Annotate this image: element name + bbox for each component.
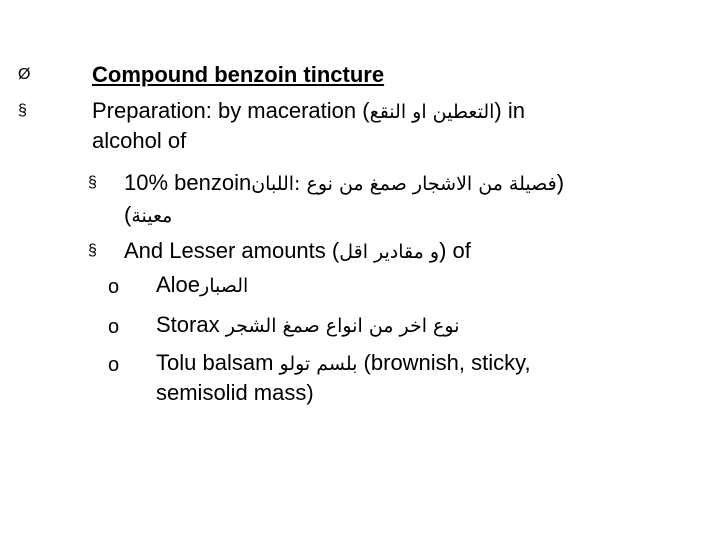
benzoin-paren-open: ( xyxy=(124,202,132,227)
circle-bullet-icon: o xyxy=(108,316,120,338)
lesser-line xyxy=(124,238,471,265)
lesser-text-end: ) of xyxy=(439,238,471,263)
preparation-line xyxy=(92,98,525,125)
list-item-aloe xyxy=(156,272,248,299)
list-item-label: Tolu balsam xyxy=(156,350,280,375)
tolu-continuation: semisolid mass) xyxy=(156,380,314,405)
list-item-storax xyxy=(156,312,459,339)
square-bullet-icon: § xyxy=(88,242,97,259)
circle-bullet-icon: o xyxy=(108,354,120,376)
preparation-arabic: التعطين او النقع xyxy=(369,101,495,123)
benzoin-arabic: فصيلة من الاشجار صمغ من نوع :اللبان xyxy=(251,173,557,195)
preparation-continuation: alcohol of xyxy=(92,128,187,153)
benzoin-text: 10% benzoin xyxy=(124,170,252,195)
list-item-arabic: الصبار xyxy=(200,275,249,297)
arrow-bullet-icon: Ø xyxy=(18,66,31,83)
preparation-text-end: ) in xyxy=(494,98,525,123)
square-bullet-icon: § xyxy=(88,174,97,191)
circle-bullet-icon: o xyxy=(108,276,120,298)
benzoin-line xyxy=(124,170,564,197)
lesser-text: And Lesser amounts ( xyxy=(124,238,340,263)
square-bullet-icon: § xyxy=(18,102,27,119)
list-item-arabic: نوع اخر من انواع صمغ الشجر xyxy=(225,315,460,337)
page-title: Compound benzoin tincture xyxy=(92,62,385,87)
list-item-suffix: (brownish, sticky, xyxy=(357,350,531,375)
list-item-arabic: بلسم تولو xyxy=(279,353,358,375)
list-item-label: Storax xyxy=(156,312,226,337)
lesser-arabic: و مقادير اقل xyxy=(339,241,440,263)
preparation-text: Preparation: by maceration ( xyxy=(92,98,370,123)
benzoin-paren: ) xyxy=(556,170,565,195)
list-item-label: Aloe xyxy=(156,272,201,297)
benzoin-continuation xyxy=(124,202,172,229)
benzoin-arabic-end: معينة xyxy=(131,205,173,227)
list-item-tolu xyxy=(156,350,531,377)
